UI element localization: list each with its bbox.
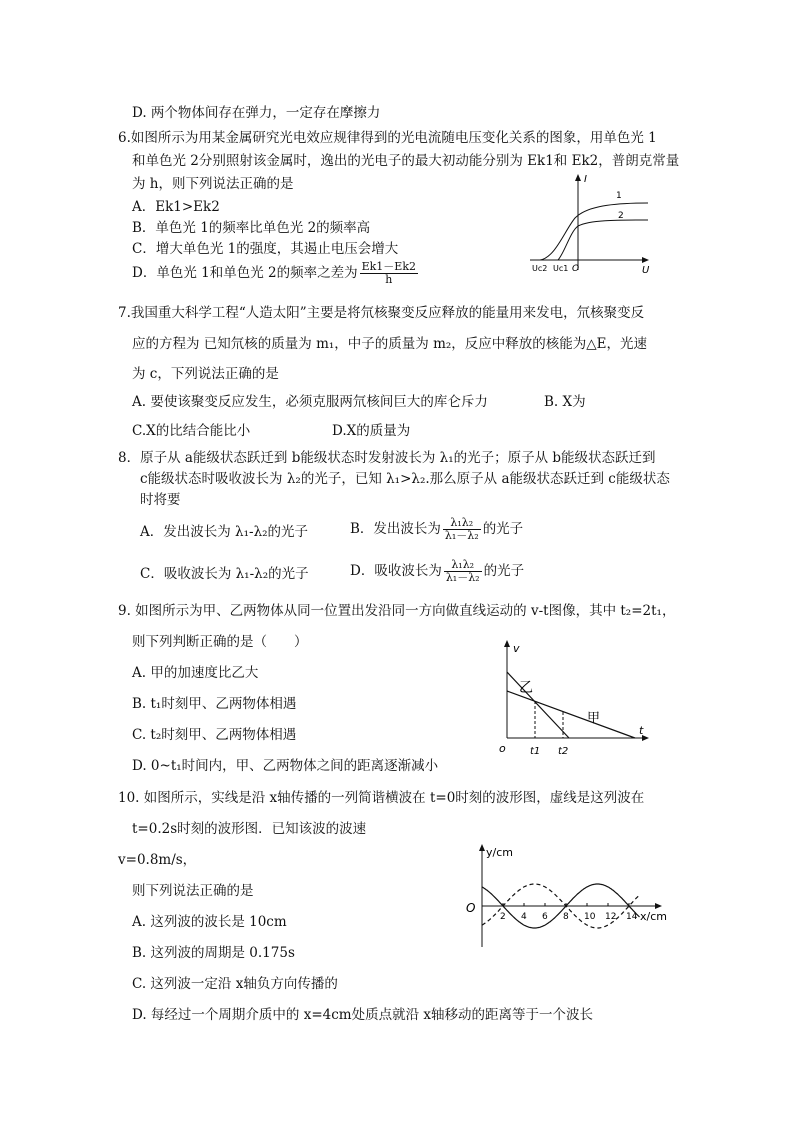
q9-stem-line2: 则下列判断正确的是（ ）: [132, 634, 308, 650]
q9-t1-label: t1: [530, 746, 541, 757]
q10-x-tick-label: 12: [605, 912, 617, 922]
q10-stem-line3: v=0.8m/s，: [118, 852, 197, 868]
fraction-numerator: λ₁λ₂: [443, 517, 481, 530]
q6-graph-x-arrow: [642, 257, 649, 263]
q6-option-c: C．增大单色光 1的强度，其遏止电压会增大: [132, 241, 399, 257]
q9-vt-graph: [495, 636, 655, 758]
q6-uc1-label: Uc1: [553, 264, 569, 273]
q9-graph-v-label: v: [513, 642, 520, 655]
q6-uc2-label: Uc2: [532, 264, 548, 273]
q9-option-b: B. t₁时刻甲、乙两物体相遇: [132, 696, 297, 712]
q6-curve-2: [558, 220, 648, 260]
q10-x-tick-label: 8: [563, 912, 569, 922]
q10-origin-label: O: [466, 901, 476, 915]
q8-option-d-suffix: 的光子: [483, 563, 525, 579]
q10-graph-y-arrow: [479, 844, 485, 851]
q10-wave-graph: [460, 842, 675, 952]
q10-x-tick-label: 4: [521, 912, 527, 922]
q8-option-d-fraction: [444, 559, 482, 584]
q8-option-d-text: D．吸收波长为: [350, 563, 442, 579]
q6-origin-label: O: [572, 264, 580, 274]
q8-option-b-suffix: 的光子: [482, 521, 524, 537]
q10-stem-line4: 则下列说法正确的是: [132, 883, 254, 899]
q6-option-d-text: D．单色光 1和单色光 2的频率之差为: [132, 265, 358, 281]
q10-stem-line2: t=0.2s时刻的波形图．已知该波的波速: [132, 821, 367, 837]
q10-stem-line1: 10. 如图所示，实线是沿 x轴传播的一列简谐横波在 t=0时刻的波形图，虚线是这列波在: [118, 790, 645, 806]
q9-graph-t-label: t: [639, 724, 644, 737]
q7-stem-line3: 为 c，下列说法正确的是: [132, 366, 279, 382]
q8-option-b: [350, 517, 523, 542]
q6-photoelectric-graph: [520, 170, 660, 280]
q10-x-tick-label: 6: [542, 912, 548, 922]
q10-option-b: B. 这列波的周期是 0.175s: [132, 945, 295, 961]
q10-graph-x-label: x/cm: [640, 910, 667, 923]
q10-x-tick-label: 2: [500, 912, 506, 922]
fraction-numerator: Ek1－Ek2: [361, 260, 416, 273]
q8-option-d: [350, 559, 524, 584]
q7-option-d: D.X的质量为: [332, 423, 411, 439]
q8-option-c: C．吸收波长为 λ₁-λ₂的光子: [140, 566, 309, 582]
q6-option-b: B．单色光 1的频率比单色光 2的频率高: [132, 220, 371, 236]
q10-graph-y-label: y/cm: [486, 846, 513, 859]
q9-origin-label: o: [499, 742, 506, 755]
q9-option-c: C. t₂时刻甲、乙两物体相遇: [132, 727, 297, 743]
q7-option-c: C.X的比结合能比小: [132, 423, 251, 439]
q6-stem-line3: 为 h，则下列说法正确的是: [132, 176, 294, 192]
q10-option-c: C. 这列波一定沿 x轴负方向传播的: [132, 976, 338, 992]
q6-curve-1-label: 1: [616, 191, 622, 201]
q9-graph-v-arrow: [504, 640, 510, 647]
q10-option-a: A. 这列波的波长是 10cm: [132, 914, 287, 930]
q8-stem-line2: c能级状态时吸收波长为 λ₂的光子，已知 λ₁>λ₂.那么原子从 a能级状态跃迁到 c能级状态: [140, 471, 670, 487]
q9-option-a: A. 甲的加速度比乙大: [132, 665, 259, 681]
q6-graph-y-label: I: [584, 174, 587, 185]
q9-t2-label: t2: [558, 746, 569, 757]
q10-x-tick-label: 10: [584, 912, 596, 922]
q8-option-a: A．发出波长为 λ₁-λ₂的光子: [140, 524, 309, 540]
q9-line-jia: [507, 691, 635, 738]
q6-curve-2-label: 2: [618, 211, 624, 221]
q6-option-a: A．Ek1>Ek2: [132, 199, 220, 215]
q10-x-tick-label: 14: [626, 912, 638, 922]
q8-option-b-fraction: [443, 517, 481, 542]
q8-stem-line1: 8．原子从 a能级状态跃迁到 b能级状态时发射波长为 λ₁的光子；原子从 b能级状态跃迁到: [118, 450, 656, 466]
fraction-denominator: λ₁－λ₂: [445, 571, 480, 584]
q7-stem-line1: 7.我国重大科学工程“人造太阳”主要是将氘核聚变反应释放的能量用来发电，氘核聚变反: [118, 305, 645, 321]
q9-option-d: D. 0~t₁时间内，甲、乙两物体之间的距离逐渐减小: [132, 758, 439, 774]
q9-yi-label: 乙: [519, 680, 533, 696]
q10-graph-x-arrow: [655, 903, 662, 909]
q6-option-d-fraction: [360, 261, 418, 286]
fraction-denominator: λ₁－λ₂: [444, 529, 479, 542]
q6-stem-line1: 6.如图所示为用某金属研究光电效应规律得到的光电流随电压变化关系的图象，用单色光 1: [118, 130, 657, 146]
q10-option-d: D. 每经过一个周期介质中的 x=4cm处质点就沿 x轴移动的距离等于一个波长: [132, 1007, 593, 1023]
q6-graph-y-arrow: [575, 174, 581, 181]
q9-jia-label: 甲: [587, 711, 601, 726]
fraction-numerator: λ₁λ₂: [444, 559, 482, 572]
q7-option-b: B. X为: [544, 394, 586, 410]
q8-stem-line3: 时将要: [140, 492, 181, 508]
fraction-denominator: h: [385, 273, 393, 286]
q6-graph-x-label: U: [642, 265, 650, 276]
q7-stem-line2: 应的方程为 已知氘核的质量为 m₁，中子的质量为 m₂，反应中释放的核能为△E，光速: [132, 336, 648, 352]
q9-stem-line1: 9. 如图所示为甲、乙两物体从同一位置出发沿同一方向做直线运动的 v-t图像，其中 t₂=2t₁，: [118, 603, 676, 619]
q7-option-a: A. 要使该聚变反应发生，必须克服两氘核间巨大的库仑斥力: [132, 394, 488, 410]
q9-line-yi: [507, 672, 569, 738]
q8-option-b-text: B．发出波长为: [350, 521, 441, 537]
q6-stem-line2: 和单色光 2分别照射该金属时，逸出的光电子的最大初动能分别为 Ek1和 Ek2，普朗克常量: [132, 153, 680, 169]
q5-option-d: D. 两个物体间存在弹力，一定存在摩擦力: [132, 105, 381, 121]
q6-option-d: [132, 261, 420, 286]
q6-curve-1: [540, 203, 648, 260]
